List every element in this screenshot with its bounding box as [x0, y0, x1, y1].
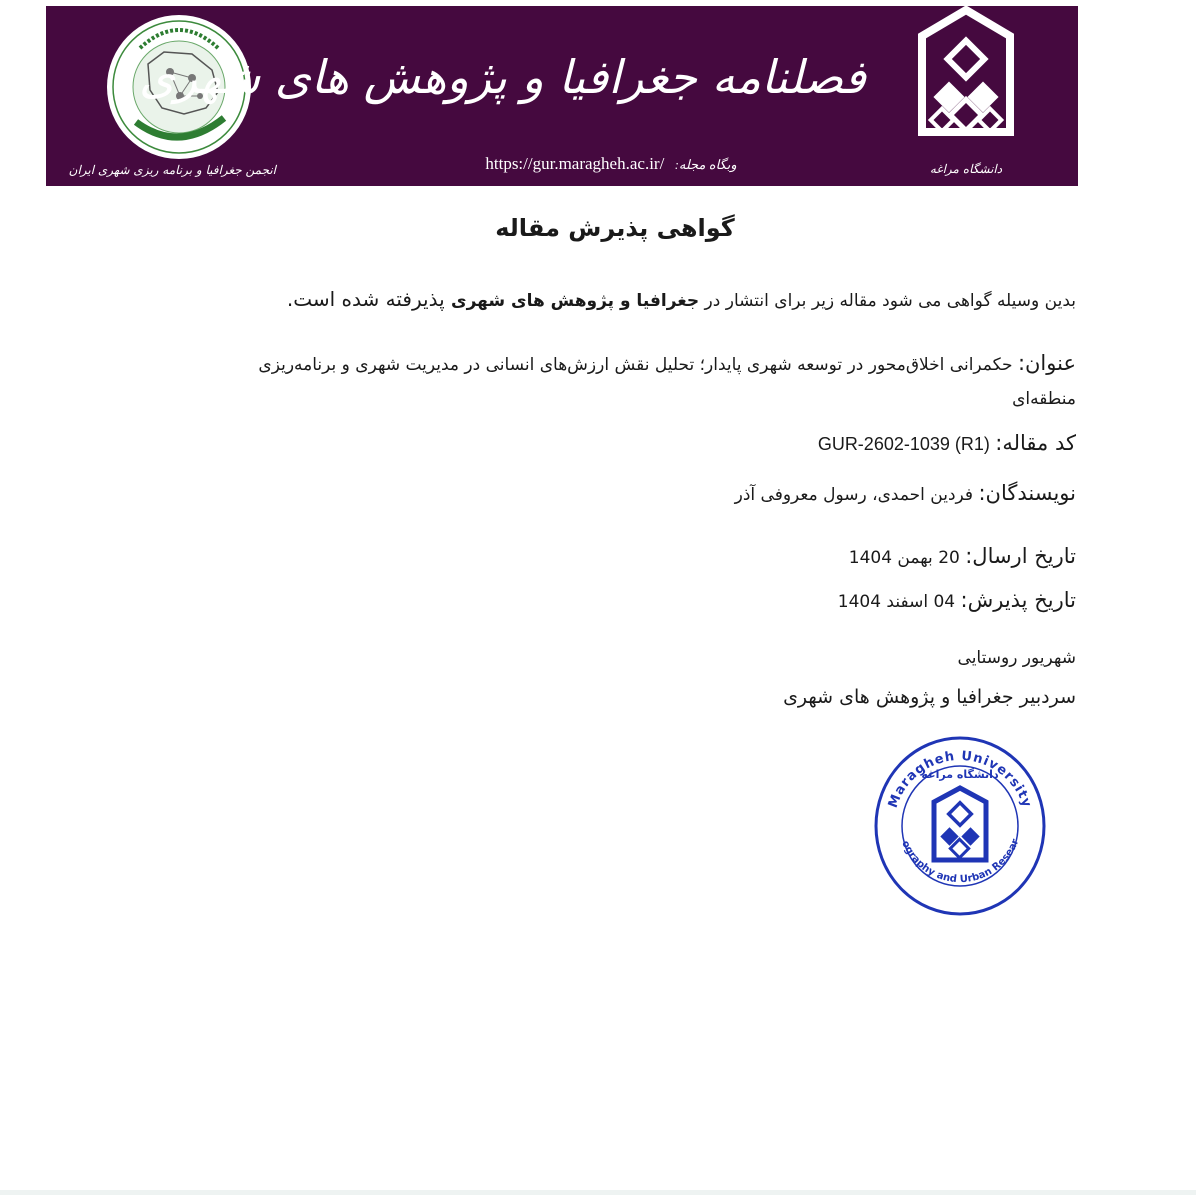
- seal-outer-text: Maragheh University: [885, 748, 1035, 811]
- seal-emblem-icon: [934, 788, 986, 860]
- seal-inner-text: دانشگاه مراغه: [921, 768, 999, 781]
- submission-date-value: 20 بهمن 1404: [848, 548, 960, 568]
- intro-paragraph: [236, 284, 1076, 316]
- journal-title: فصلنامه جغرافیا و پژوهش های شهری: [138, 50, 866, 104]
- editor-name: شهریور روستایی: [957, 648, 1076, 668]
- association-caption: انجمن جغرافیا و برنامه ریزی شهری ایران: [68, 163, 276, 177]
- website-label: وبگاه مجله:: [674, 157, 737, 172]
- certificate-title: گواهی پذیرش مقاله: [495, 214, 735, 242]
- page-bottom-edge: [0, 1190, 1196, 1195]
- article-title-label: عنوان:: [1017, 351, 1076, 375]
- authors-label: نویسندگان:: [978, 481, 1076, 505]
- submission-date-label: تاریخ ارسال:: [965, 544, 1076, 568]
- authors-field: [576, 478, 1076, 510]
- website-url[interactable]: https://gur.maragheh.ac.ir/: [485, 154, 665, 173]
- journal-header-banner: [46, 6, 1078, 186]
- intro-journal-name: جغرافیا و پژوهش های شهری: [451, 291, 700, 311]
- acceptance-date-field: [576, 585, 1076, 617]
- seal-bottom-text: ography and Urban Resear: [899, 837, 1022, 886]
- article-code-field: [576, 428, 1076, 460]
- article-code-label: کد مقاله:: [995, 431, 1076, 455]
- article-title-field: [256, 346, 1076, 416]
- university-seal: [872, 734, 1048, 918]
- acceptance-date-label: تاریخ پذیرش:: [960, 588, 1076, 612]
- submission-date-field: [576, 541, 1076, 573]
- editor-role: سردبیر جغرافیا و پژوهش های شهری: [783, 686, 1076, 708]
- journal-website: [446, 154, 776, 174]
- university-logo-icon: [910, 6, 1022, 186]
- acceptance-date-value: 04 اسفند 1404: [837, 592, 956, 612]
- article-title-value: حکمرانی اخلاق‌محور در توسعه شهری پایدار؛ تحلیل نقش ارزش‌های انسانی در مدیریت شهری و برنامه‌ریزی منطقه‌ای: [258, 355, 1076, 409]
- intro-after: پذیرفته شده است.: [286, 287, 451, 311]
- article-code-value: GUR-2602-1039 (R1): [817, 434, 990, 454]
- intro-before: بدین وسیله گواهی می شود مقاله زیر برای انتشار در: [699, 291, 1076, 311]
- authors-value: فردین احمدی، رسول معروفی آذر: [734, 485, 974, 505]
- university-caption: دانشگاه مراغه: [929, 162, 1003, 176]
